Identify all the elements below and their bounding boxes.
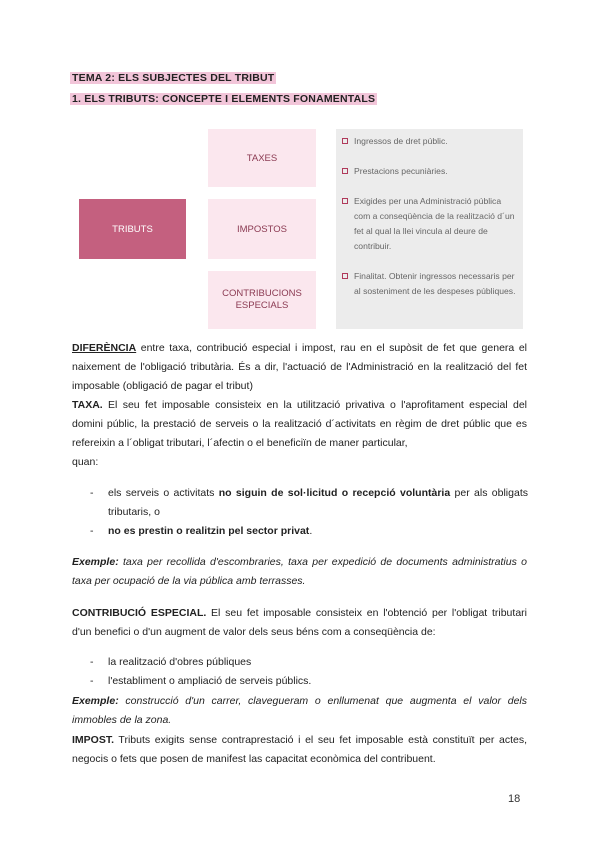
list-item: [108, 484, 528, 522]
diagram-contribucions-box: [208, 271, 316, 329]
exemple1-paragraph: [72, 553, 527, 591]
section-title: 1. ELS TRIBUTS: CONCEPTE I ELEMENTS FONAMENTALS: [72, 93, 376, 105]
info-item-text: Ingressos de dret públic.: [354, 136, 448, 146]
diagram-impostos-box: [208, 199, 316, 259]
dash-bullet: -: [90, 487, 94, 499]
diferencia-text: entre taxa, contribució especial i impost, rau en el supòsit de fet que genera el naixement de l'obligació tributària. És a dir, l'actuació de l'Administració en la realització del fet imposable (obligació de pagar el tribut): [72, 342, 527, 392]
taxa-text: El seu fet imposable consisteix en la utilització privativa o l'aprofitament especial del domini públic, la prestació de serveis o la realització d´activitats en règim de dret públic que es refereixin a l´obligat tributari, l´afectin o el beneficiïn de maner particular,: [72, 399, 527, 449]
info-item: [342, 194, 518, 254]
diferencia-paragraph: [72, 339, 527, 396]
info-item: [342, 269, 518, 299]
dash-bullet: -: [90, 525, 94, 537]
diagram-contribucions-label-2: ESPECIALS: [235, 300, 289, 311]
checkbox-bullet-icon: [342, 273, 348, 279]
diagram-info-panel: [336, 129, 523, 329]
info-item: [342, 164, 518, 179]
diferencia-label: DIFERÈNCIA: [72, 342, 137, 354]
bullet1-b: no siguin de sol·licitud o recepció voluntària: [218, 487, 451, 499]
impost-text: Tributs exigits sense contraprestació i el seu fet imposable està constituït per actes, negocis o fets que posen de manifest las capacitat econòmica del contribuent.: [72, 734, 527, 765]
bullet2-end: .: [309, 525, 313, 537]
contrib-label: CONTRIBUCIÓ ESPECIAL.: [72, 607, 207, 619]
diagram-contribucions-label-1: CONTRIBUCIONS: [222, 288, 302, 299]
contrib-text: El seu fet imposable consisteix en l'obtenció per l'obligat tributari d'un benefici o d'un augment de valor dels seus béns com a conseqüència de:: [72, 607, 527, 638]
exemple2-paragraph: [72, 692, 527, 730]
impost-paragraph: [72, 731, 527, 769]
topic-title: TEMA 2: ELS SUBJECTES DEL TRIBUT: [72, 72, 275, 84]
bullet2: no es prestin o realitzin pel sector privat: [108, 525, 310, 537]
exemple2-label: Exemple:: [72, 695, 119, 707]
bullet1-a: els serveis o activitats: [108, 487, 219, 499]
info-item-text: Exigides per una Administració pública com a conseqüència de la realització d´un fet al qual la llei vincula al deure de contribuir.: [354, 196, 515, 251]
diagram-impostos-label: IMPOSTOS: [237, 223, 287, 235]
dash-bullet: -: [90, 675, 94, 687]
info-item-text: Prestacions pecuniàries.: [354, 166, 448, 176]
checkbox-bullet-icon: [342, 168, 348, 174]
list-item: [108, 522, 528, 541]
taxa-label: TAXA.: [72, 399, 103, 411]
exemple1-label: Exemple:: [72, 556, 119, 568]
list-item: la realització d'obres públiques: [108, 656, 252, 668]
bullet1-c: per als obligats tributaris, o: [108, 487, 528, 518]
page-number: 18: [508, 793, 521, 805]
contrib-paragraph: [72, 604, 527, 642]
list-item: l'establiment o ampliació de serveis públics.: [108, 675, 312, 687]
checkbox-bullet-icon: [342, 138, 348, 144]
taxa-paragraph: [72, 396, 527, 453]
quan-text: quan:: [72, 456, 99, 468]
diagram-taxes-label: TAXES: [246, 152, 278, 164]
diagram-tributs-box: [79, 199, 186, 259]
diagram-tributs-label: TRIBUTS: [112, 223, 153, 235]
impost-label: IMPOST.: [72, 734, 115, 746]
diagram-taxes-box: [208, 129, 316, 187]
info-item: [342, 134, 518, 149]
dash-bullet: -: [90, 656, 94, 668]
info-item-text: Finalitat. Obtenir ingressos necessaris per al sosteniment de les despeses públiques.: [354, 271, 516, 296]
exemple1-text: taxa per recollida d'escombraries, taxa per expedició de documents administratius o taxa per ocupació de la via pública amb terrasses.: [72, 556, 527, 587]
exemple2-text: construcció d'un carrer, clavegueram o enllumenat que augmenta el valor dels immobles de la zona.: [72, 695, 527, 726]
checkbox-bullet-icon: [342, 198, 348, 204]
